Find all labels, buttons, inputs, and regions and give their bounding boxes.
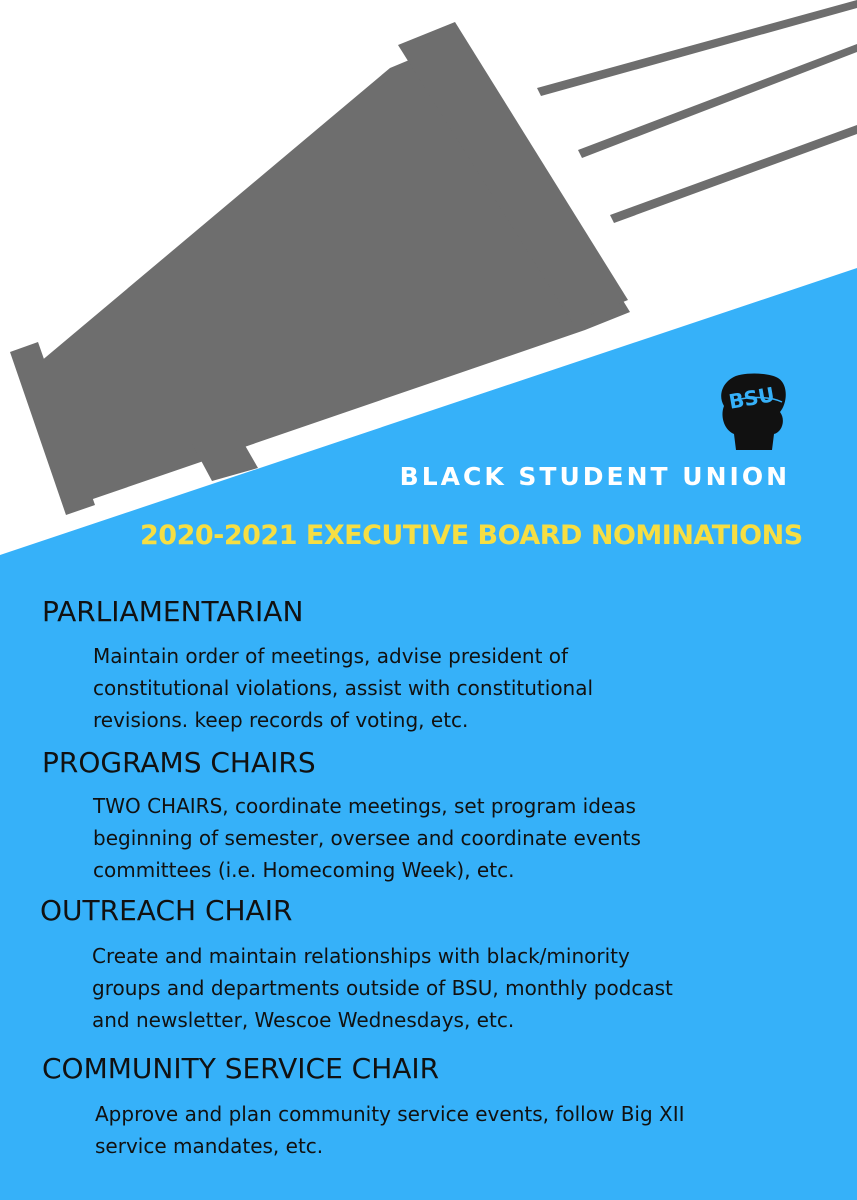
role-title-programs-chairs: PROGRAMS CHAIRS (42, 746, 316, 779)
description-line: TWO CHAIRS, coordinate meetings, set program ideas (93, 794, 636, 818)
description-line: Create and maintain relationships with black/minority (92, 944, 630, 968)
role-description-programs-chairs (93, 790, 813, 886)
role-description-outreach-chair (92, 940, 812, 1036)
org-name: BLACK STUDENT UNION (399, 462, 790, 491)
role-title-community-service-chair: COMMUNITY SERVICE CHAIR (42, 1052, 440, 1085)
role-description-parliamentarian (93, 640, 813, 736)
description-line: committees (i.e. Homecoming Week), etc. (93, 858, 515, 882)
description-line: beginning of semester, oversee and coordinate events (93, 826, 641, 850)
description-line: revisions. keep records of voting, etc. (93, 708, 469, 732)
description-line: and newsletter, Wescoe Wednesdays, etc. (92, 1008, 515, 1032)
role-title-parliamentarian: PARLIAMENTARIAN (42, 595, 304, 628)
description-line: constitutional violations, assist with constitutional (93, 676, 594, 700)
role-description-community-service-chair (95, 1098, 815, 1162)
description-line: Approve and plan community service events, follow Big XII (95, 1102, 685, 1126)
description-line: service mandates, etc. (95, 1134, 324, 1158)
role-title-outreach-chair: OUTREACH CHAIR (40, 894, 293, 927)
description-line: Maintain order of meetings, advise president of (93, 644, 569, 668)
page-title: 2020-2021 EXECUTIVE BOARD NOMINATIONS (140, 520, 803, 551)
description-line: groups and departments outside of BSU, monthly podcast (92, 976, 673, 1000)
bsu-logo-text: BSU (726, 382, 777, 414)
